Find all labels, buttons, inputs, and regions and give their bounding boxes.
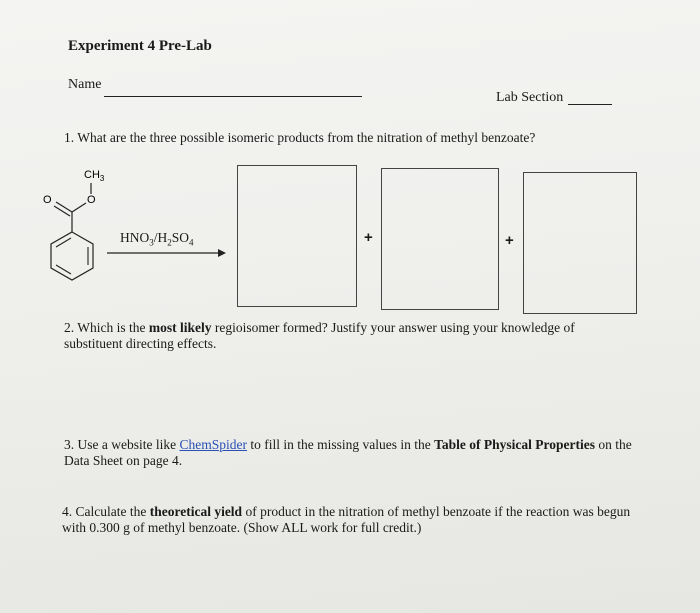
reagent-label: $HNO_3/H_2SO_4$ — [120, 230, 194, 248]
product-box-1[interactable] — [237, 165, 357, 307]
question-3: 3. Use a website like ChemSpider to fill in the missing values in the Table of Physical Properties on the Data Sheet on page 4. — [64, 437, 632, 468]
product-box-2[interactable] — [381, 168, 499, 310]
question-2: 2. Which is the most likely regioisomer formed? Justify your answer using your knowledge of substituent directing effects. — [64, 320, 575, 351]
plus-sign-1: + — [364, 229, 373, 246]
lab-section-label: Lab Section — [496, 90, 564, 105]
question-1: 1. What are the three possible isomeric products from the nitration of methyl benzoate? — [64, 130, 536, 145]
name-label: Name — [68, 77, 102, 92]
ester-oxygen-label: O — [87, 194, 96, 206]
plus-sign-2: + — [505, 232, 514, 249]
product-box-3[interactable] — [523, 172, 637, 314]
page-title: Experiment 4 Pre-Lab — [68, 38, 212, 54]
question-4: 4. Calculate the theoretical yield of product in the nitration of methyl benzoate if the reaction was begun with 0.300 g of methyl benzoate. (Show ALL work for full credit.) — [62, 504, 631, 535]
methyl-group-label: $CH_3$ — [84, 169, 105, 183]
chemspider-link[interactable]: ChemSpider — [179, 437, 247, 452]
carbonyl-oxygen-label: O — [43, 194, 52, 206]
